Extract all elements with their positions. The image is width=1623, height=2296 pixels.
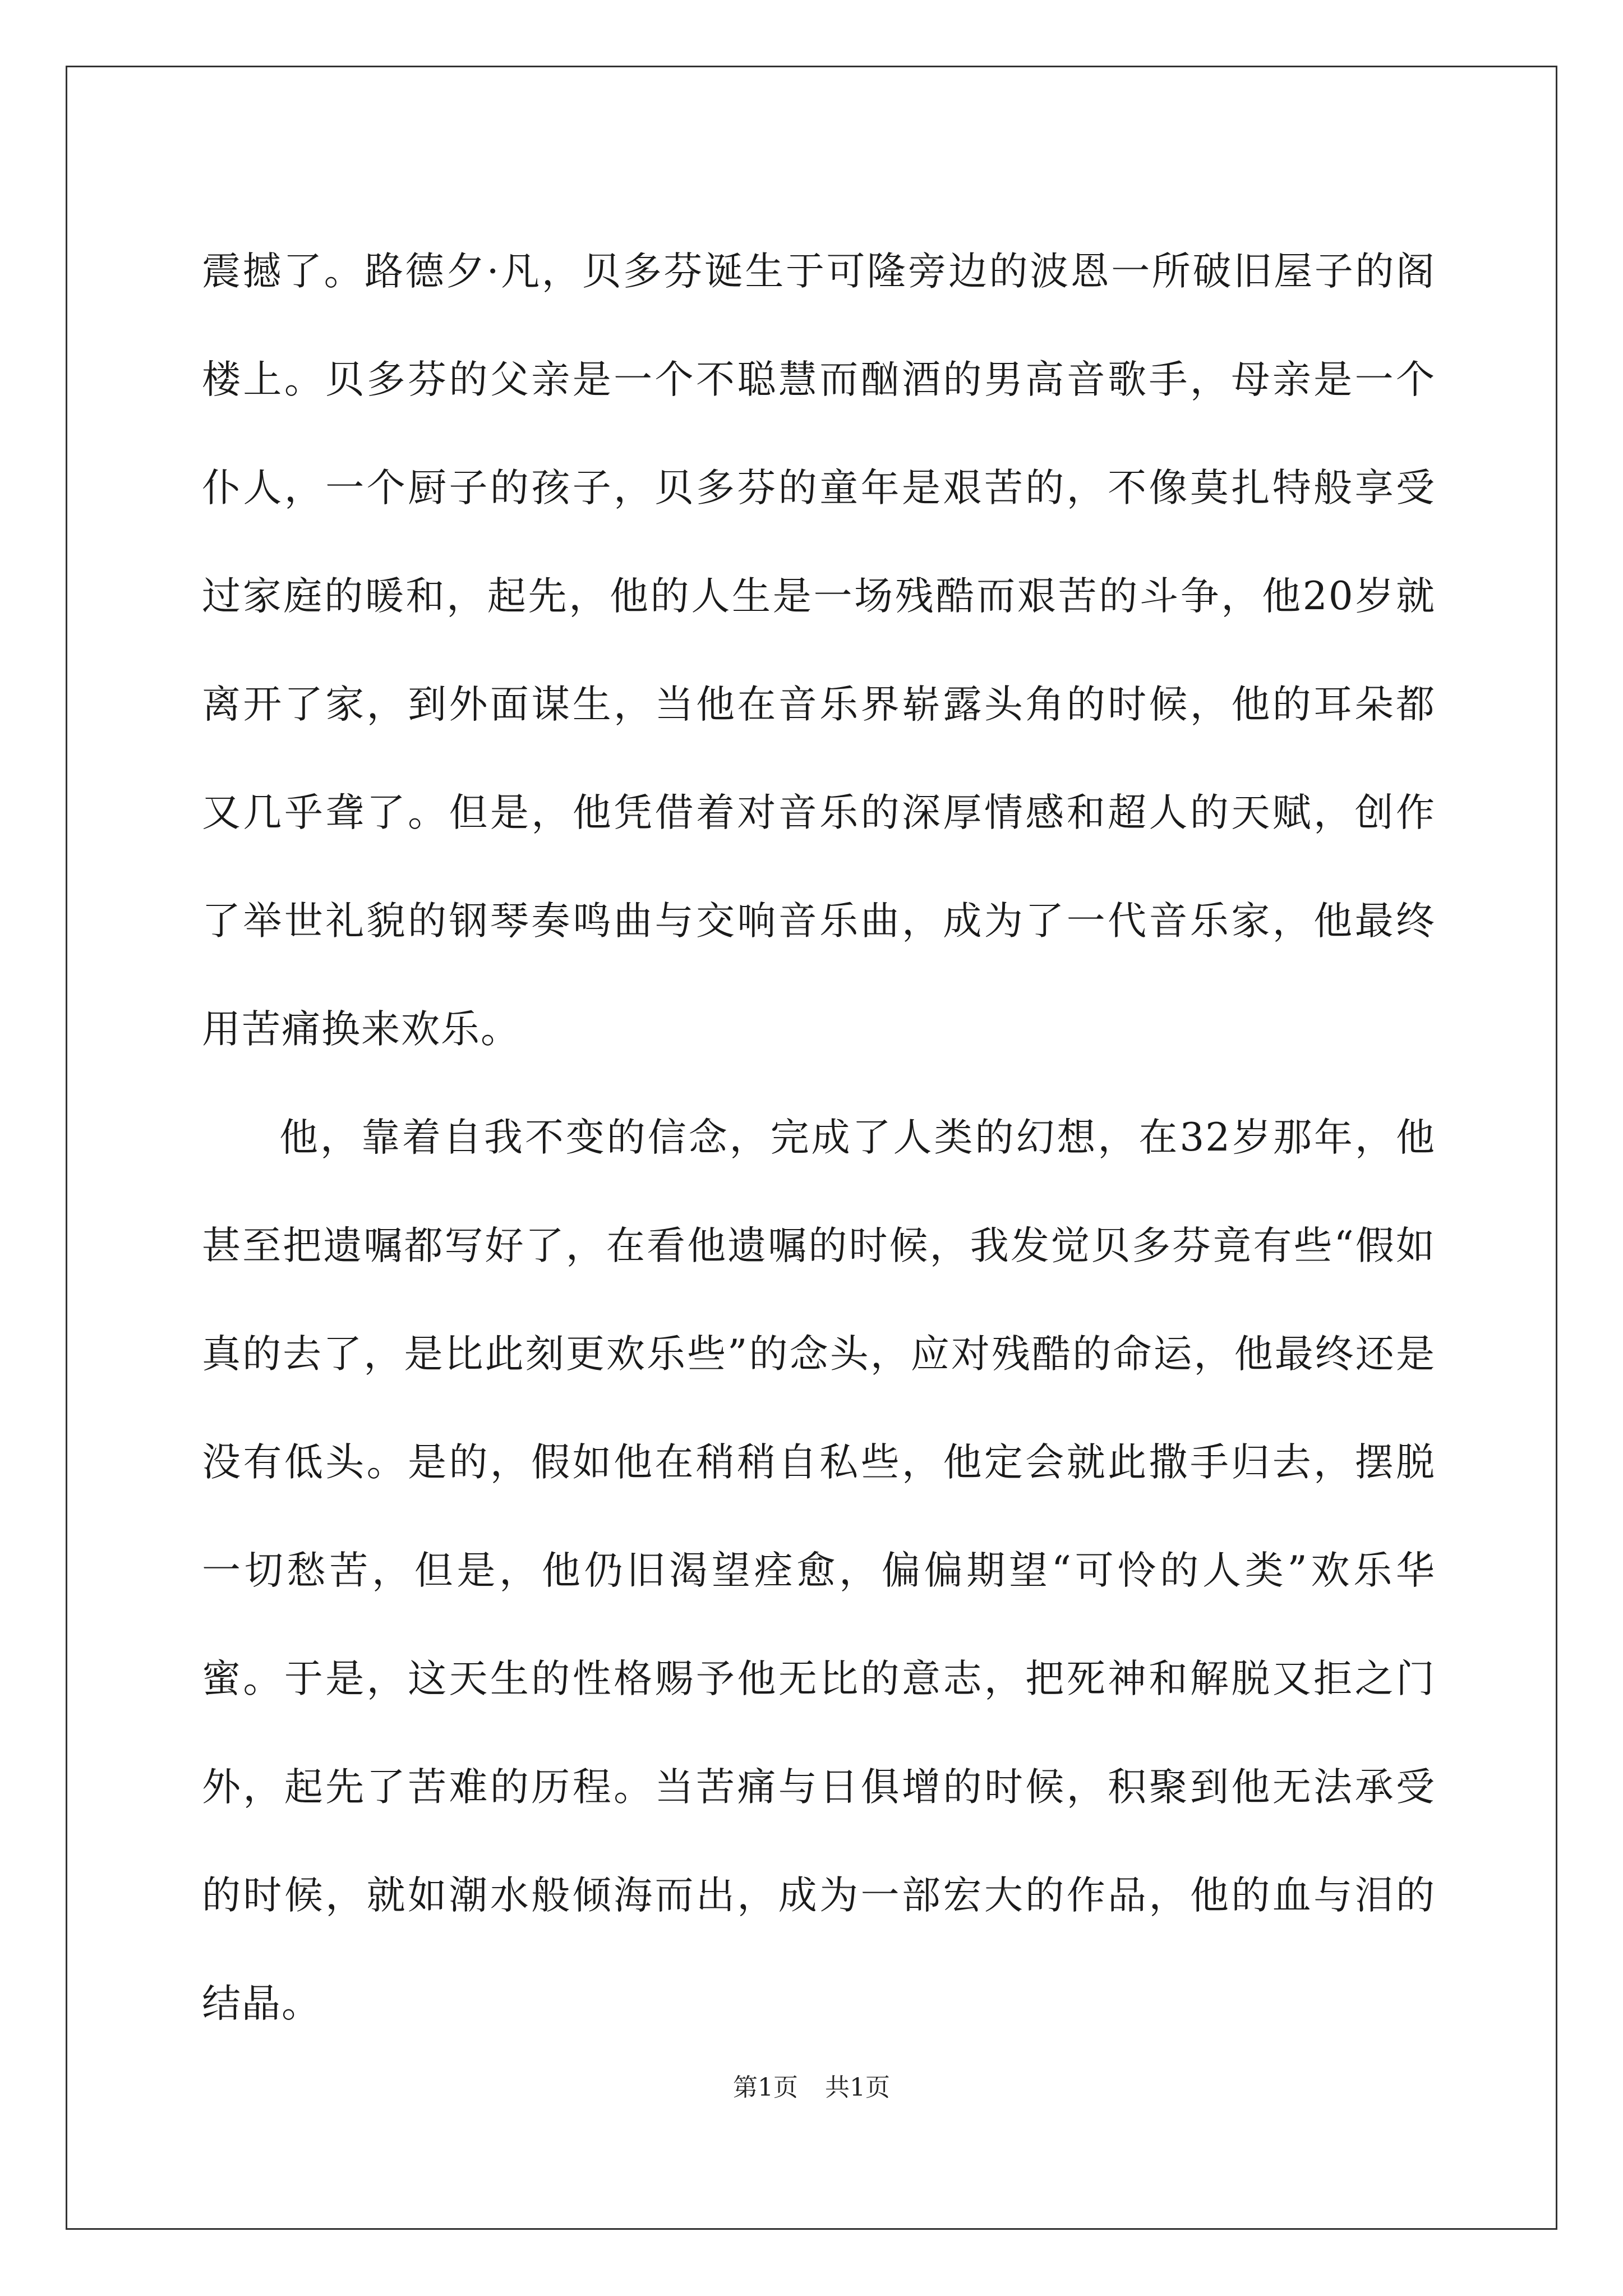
paragraph-1: 震撼了。路德夕·凡，贝多芬诞生于可隆旁边的波恩一所破旧屋子的阁楼上。贝多芬的父亲是一个不聪慧而酗酒的男高音歌手，母亲是一个仆人，一个厨子的孩子，贝多芬的童年是艰苦的，不像莫扎特般享受过家庭的暖和，起先，他的人生是一场残酷而艰苦的斗争，他20岁就离开了家，到外面谋生，当他在音乐界崭露头角的时候，他的耳朵都又几乎聋了。但是，他凭借着对音乐的深厚情感和超人的天赋，创作了举世礼貌的钢琴奏鸣曲与交响音乐曲，成为了一代音乐家，他最终用苦痛换来欢乐。 (202, 249, 1436, 1052)
page-number-total: 共1页 (825, 2073, 890, 2102)
document-body (202, 218, 1436, 2058)
page-footer (0, 2067, 1623, 2103)
paragraph-2: 他，靠着自我不变的信念，完成了人类的幻想，在32岁那年，他甚至把遗嘱都写好了，在看他遗嘱的时候，我发觉贝多芬竟有些“假如真的去了，是比此刻更欢乐些”的念头，应对残酷的命运，他最终还是没有低头。是的，假如他在稍稍自私些，他定会就此撒手归去，摆脱一切愁苦，但是，他仍旧渴望痊愈，偏偏期望“可怜的人类”欢乐华蜜。于是，这天生的性格赐予他无比的意志，把死神和解脱又拒之门外，起先了苦难的历程。当苦痛与日俱增的时候，积聚到他无法承受的时候，就如潮水般倾海而出，成为一部宏大的作品，他的血与泪的结晶。 (202, 1115, 1436, 2026)
page-number-current: 第1页 (733, 2073, 798, 2102)
